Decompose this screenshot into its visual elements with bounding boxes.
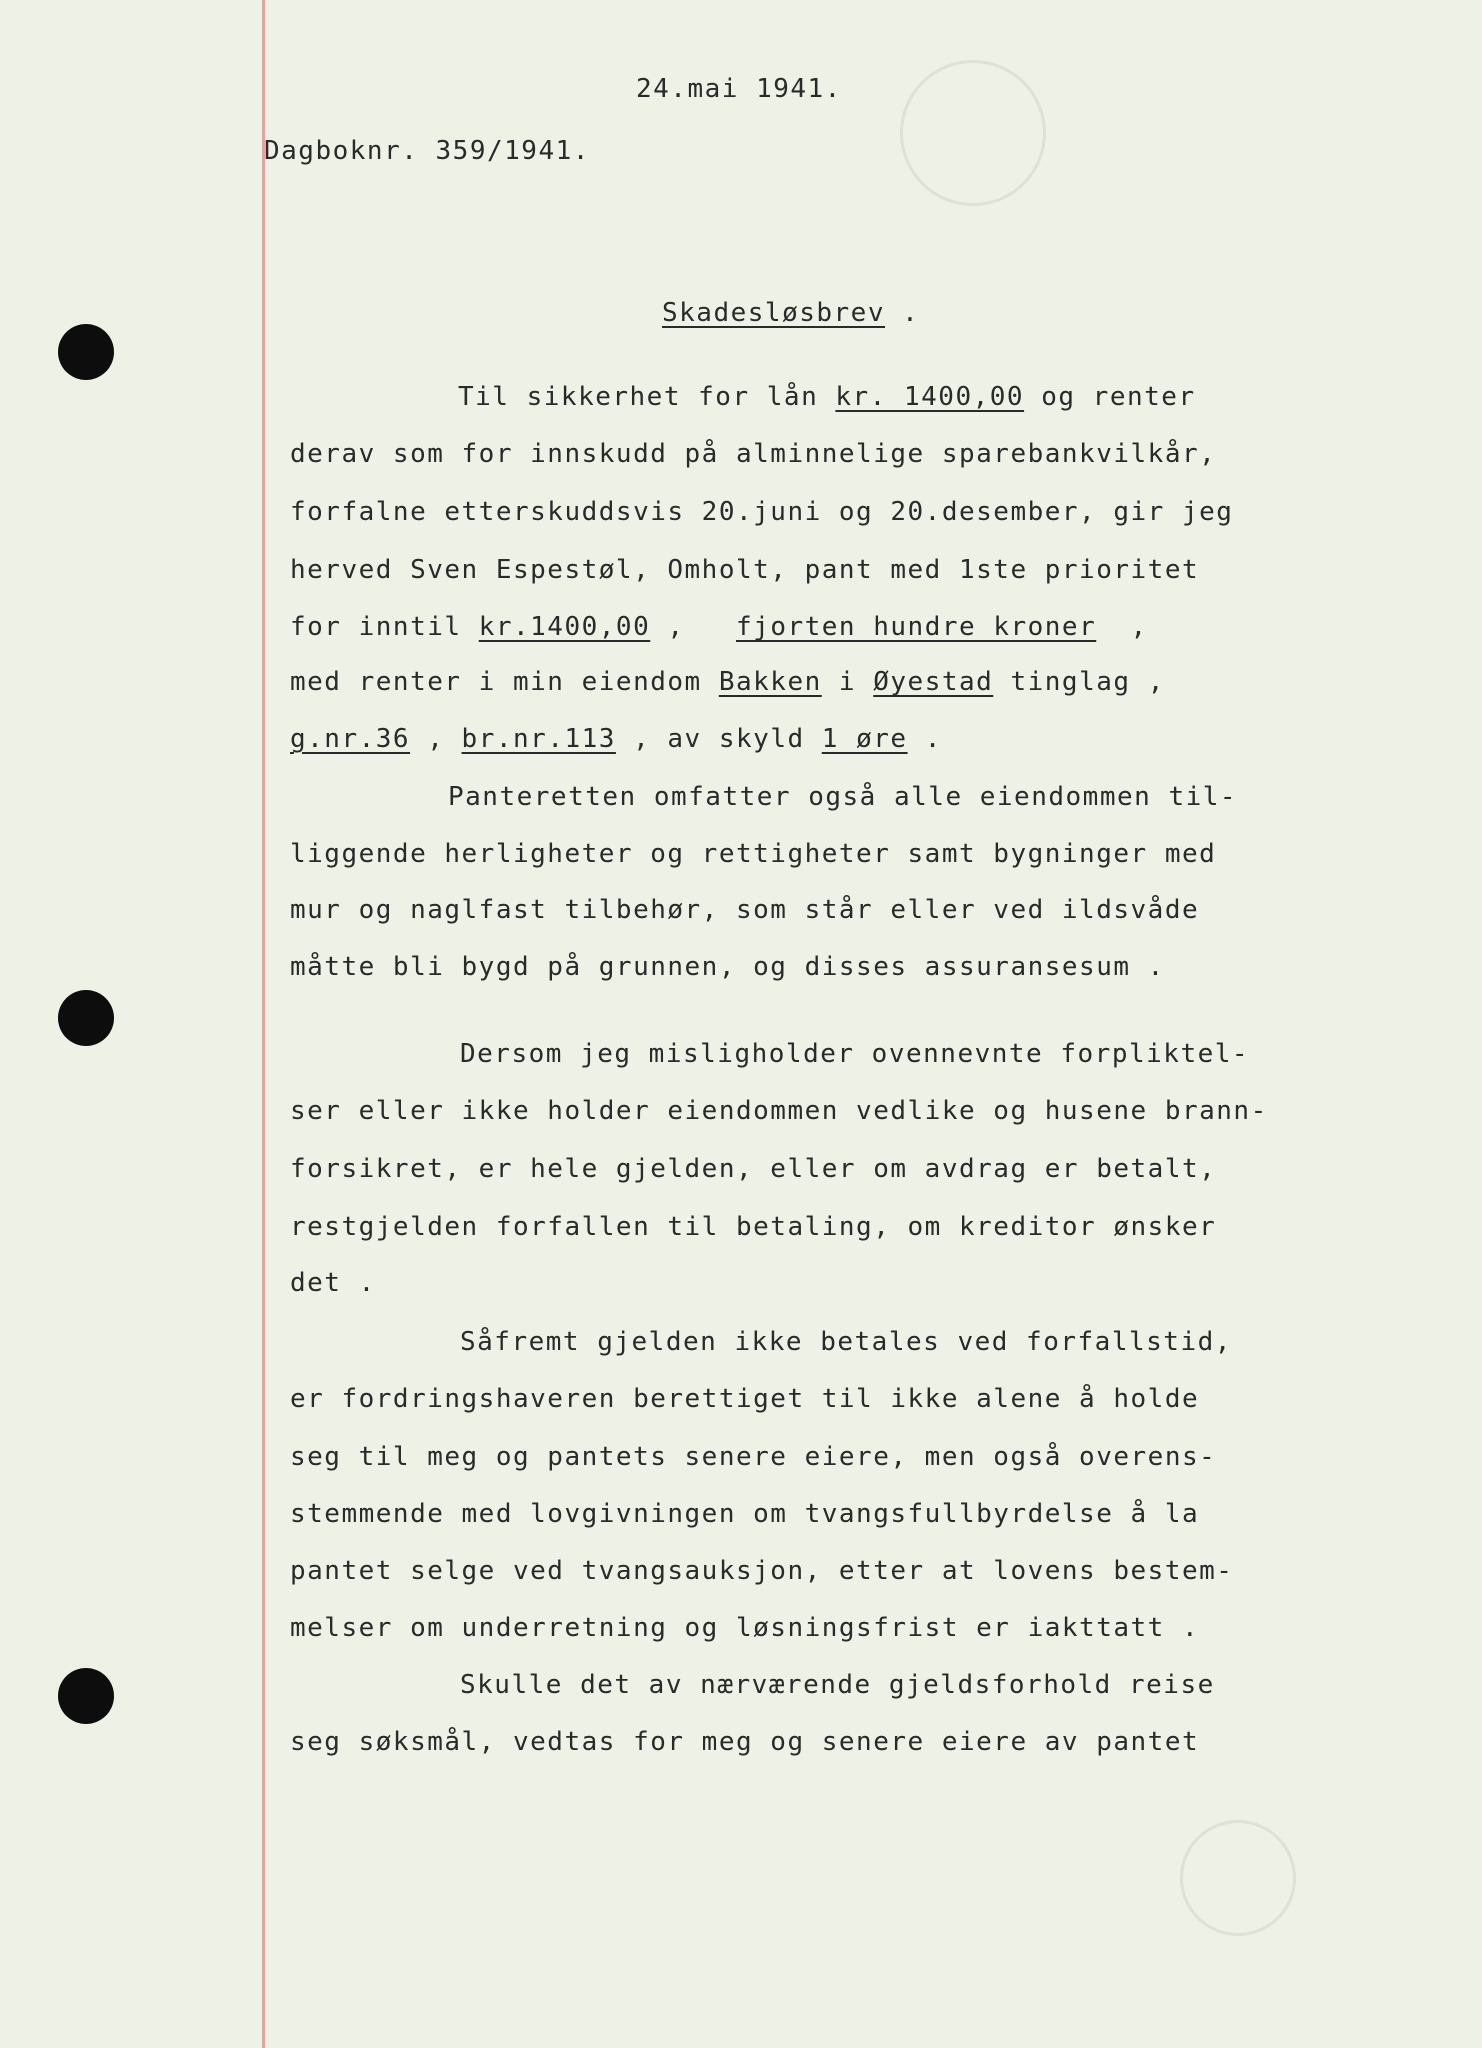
paragraph-line: er fordringshaveren berettiget til ikke alene å holde — [290, 1384, 1200, 1414]
text-segment: i — [821, 667, 874, 697]
paragraph-line: stemmende med lovgivningen om tvangsfullbyrdelse å la — [290, 1499, 1200, 1529]
paragraph-line — [290, 610, 1148, 644]
paragraph-line: forfalne etterskuddsvis 20.juni og 20.desember, gir jeg — [290, 497, 1234, 527]
paragraph-line: herved Sven Espestøl, Omholt, pant med 1ste prioritet — [290, 555, 1200, 585]
title-suffix: . — [885, 298, 920, 328]
text-segment: , — [410, 724, 462, 754]
paragraph-line: seg søksmål, vedtas for meg og senere eiere av pantet — [290, 1727, 1200, 1757]
paragraph-line: ser eller ikke holder eiendommen vedlike og husene brann- — [290, 1096, 1268, 1126]
red-margin-line — [262, 0, 265, 2048]
paragraph-line: forsikret, er hele gjelden, eller om avdrag er betalt, — [290, 1154, 1217, 1184]
text-segment: for inntil — [290, 612, 479, 642]
bleed-through-stamp — [1180, 1820, 1296, 1936]
document-title — [662, 296, 919, 330]
text-segment: . — [907, 724, 942, 754]
title-text: Skadesløsbrev — [662, 298, 885, 328]
journal-number: Dagboknr. 359/1941. — [264, 136, 590, 166]
paragraph-line: derav som for innskudd på alminnelige sparebankvilkår, — [290, 439, 1217, 469]
paragraph-line: Panteretten omfatter også alle eiendommen til- — [448, 782, 1238, 812]
punch-hole — [58, 1668, 114, 1724]
paragraph-line: mur og naglfast tilbehør, som står eller ved ildsvåde — [290, 895, 1200, 925]
paragraph-line: pantet selge ved tvangsauksjon, etter at lovens bestem- — [290, 1556, 1234, 1586]
skyld-value: 1 øre — [821, 724, 908, 754]
text-segment: , — [650, 612, 737, 642]
paragraph-line: liggende herligheter og rettigheter samt bygninger med — [290, 839, 1217, 869]
paragraph-line — [458, 380, 1196, 414]
text-segment: Til sikkerhet for lån — [458, 382, 836, 412]
paragraph-line: Såfremt gjelden ikke betales ved forfallstid, — [460, 1327, 1232, 1357]
paragraph-line: Dersom jeg misligholder ovennevnte forpliktel- — [460, 1039, 1250, 1069]
paragraph-line: restgjelden forfallen til betaling, om kreditor ønsker — [290, 1212, 1217, 1242]
paragraph-line: Skulle det av nærværende gjeldsforhold reise — [460, 1670, 1215, 1700]
paragraph-line: melser om underretning og løsningsfrist er iakttatt . — [290, 1613, 1200, 1643]
loan-amount: kr. 1400,00 — [835, 382, 1025, 412]
paragraph-line — [290, 665, 1165, 699]
paragraph-line: det . — [290, 1268, 376, 1298]
paragraph-line: måtte bli bygd på grunnen, og disses assuransesum . — [290, 952, 1165, 982]
gnr-number: g.nr.36 — [290, 724, 411, 754]
text-segment: tinglag , — [993, 667, 1165, 697]
amount-words: fjorten hundre kroner — [736, 612, 1097, 642]
punch-hole — [58, 324, 114, 380]
text-segment: og renter — [1024, 382, 1196, 412]
bnr-number: br.nr.113 — [461, 724, 616, 754]
text-segment: , av skyld — [615, 724, 822, 754]
punch-hole — [58, 990, 114, 1046]
amount-numeric: kr.1400,00 — [478, 612, 651, 642]
place-name: Øyestad — [873, 667, 994, 697]
paragraph-line — [290, 722, 942, 756]
property-name: Bakken — [718, 667, 822, 697]
document-date: 24.mai 1941. — [636, 74, 842, 104]
text-segment: med renter i min eiendom — [290, 667, 719, 697]
bleed-through-stamp — [900, 60, 1046, 206]
text-segment: , — [1096, 612, 1148, 642]
paragraph-line: seg til meg og pantets senere eiere, men også overens- — [290, 1442, 1217, 1472]
